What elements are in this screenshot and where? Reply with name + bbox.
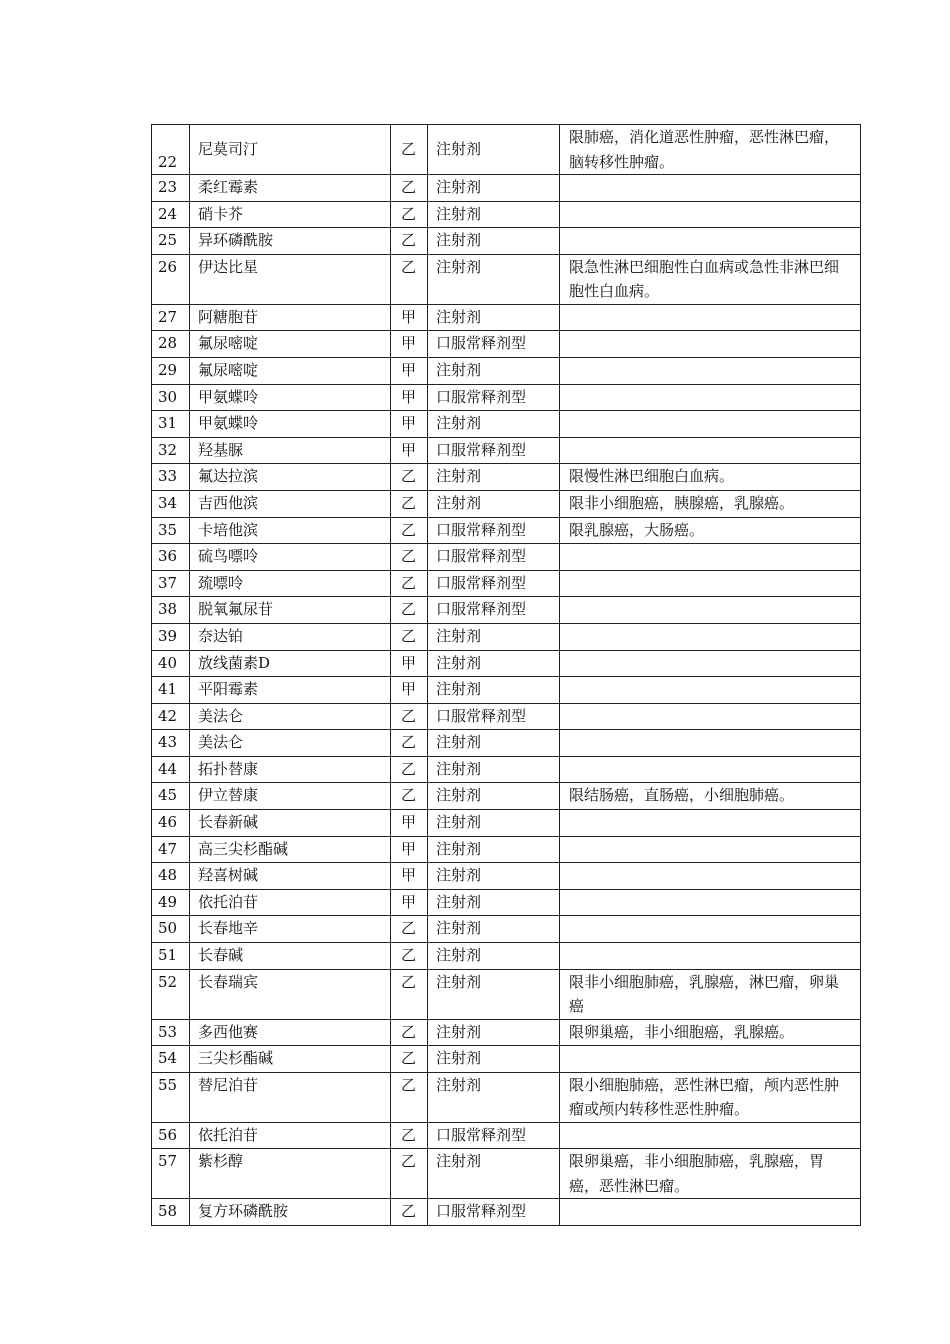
restriction-note [560,943,861,970]
row-number: 52 [152,969,190,1019]
drug-category: 乙 [391,175,428,202]
dosage-form: 口服常释剂型 [428,1122,560,1149]
drug-category: 乙 [391,756,428,783]
row-number: 50 [152,916,190,943]
drug-category: 乙 [391,969,428,1019]
row-number: 43 [152,730,190,757]
table-row [152,1046,861,1073]
table-row [152,490,861,517]
dosage-form: 注射剂 [428,228,560,255]
table-row [152,304,861,331]
drug-name: 氟尿嘧啶 [190,357,391,384]
row-number: 37 [152,570,190,597]
drug-category: 乙 [391,1122,428,1149]
dosage-form: 注射剂 [428,1046,560,1073]
dosage-form: 注射剂 [428,1019,560,1046]
dosage-form: 口服常释剂型 [428,331,560,358]
drug-category: 甲 [391,650,428,677]
drug-name: 羟基脲 [190,437,391,464]
restriction-note: 限乳腺癌，大肠癌。 [560,517,861,544]
restriction-note [560,597,861,624]
drug-category: 乙 [391,201,428,228]
dosage-form: 注射剂 [428,1149,560,1199]
restriction-note: 限小细胞肺癌，恶性淋巴瘤，颅内恶性肿瘤或颅内转移性恶性肿瘤。 [560,1072,861,1122]
drug-category: 乙 [391,703,428,730]
drug-name: 平阳霉素 [190,677,391,704]
drug-category: 甲 [391,437,428,464]
restriction-note [560,544,861,571]
drug-name: 美法仑 [190,730,391,757]
drug-name: 羟喜树碱 [190,863,391,890]
row-number: 33 [152,464,190,491]
dosage-form: 注射剂 [428,1072,560,1122]
row-number: 39 [152,623,190,650]
dosage-form: 注射剂 [428,623,560,650]
restriction-note: 限肺癌，消化道恶性肿瘤，恶性淋巴瘤，脑转移性肿瘤。 [560,125,861,175]
row-number: 56 [152,1122,190,1149]
drug-category: 甲 [391,677,428,704]
row-number: 28 [152,331,190,358]
dosage-form: 口服常释剂型 [428,570,560,597]
drug-category: 乙 [391,783,428,810]
dosage-form: 口服常释剂型 [428,703,560,730]
row-number: 48 [152,863,190,890]
table-row [152,125,861,175]
dosage-form: 注射剂 [428,125,560,175]
row-number: 32 [152,437,190,464]
drug-category: 乙 [391,517,428,544]
row-number: 36 [152,544,190,571]
restriction-note [560,384,861,411]
drug-name: 长春新碱 [190,810,391,837]
dosage-form: 口服常释剂型 [428,1199,560,1226]
row-number: 26 [152,254,190,304]
table-row [152,570,861,597]
drug-category: 乙 [391,544,428,571]
table-row [152,730,861,757]
drug-category: 乙 [391,916,428,943]
dosage-form: 口服常释剂型 [428,437,560,464]
row-number: 41 [152,677,190,704]
drug-name: 高三尖杉酯碱 [190,836,391,863]
dosage-form: 注射剂 [428,411,560,438]
drug-name: 复方环磷酰胺 [190,1199,391,1226]
drug-name: 尼莫司汀 [190,125,391,175]
table-row [152,437,861,464]
table-row [152,1019,861,1046]
table-row [152,411,861,438]
row-number: 34 [152,490,190,517]
drug-name: 替尼泊苷 [190,1072,391,1122]
drug-name: 甲氨蝶呤 [190,384,391,411]
drug-category: 甲 [391,357,428,384]
drug-name: 甲氨蝶呤 [190,411,391,438]
dosage-form: 注射剂 [428,863,560,890]
dosage-form: 注射剂 [428,254,560,304]
row-number: 35 [152,517,190,544]
drug-category: 乙 [391,623,428,650]
row-number: 23 [152,175,190,202]
row-number: 55 [152,1072,190,1122]
row-number: 42 [152,703,190,730]
dosage-form: 注射剂 [428,677,560,704]
table-row [152,228,861,255]
dosage-form: 口服常释剂型 [428,597,560,624]
table-row [152,783,861,810]
drug-category: 乙 [391,254,428,304]
drug-name: 卡培他滨 [190,517,391,544]
row-number: 54 [152,1046,190,1073]
drug-name: 三尖杉酯碱 [190,1046,391,1073]
row-number: 24 [152,201,190,228]
drug-category: 甲 [391,411,428,438]
drug-name: 阿糖胞苷 [190,304,391,331]
restriction-note [560,730,861,757]
table-row [152,175,861,202]
table-row [152,517,861,544]
restriction-note [560,570,861,597]
row-number: 57 [152,1149,190,1199]
dosage-form: 注射剂 [428,810,560,837]
drug-name: 拓扑替康 [190,756,391,783]
restriction-note [560,228,861,255]
drug-name: 长春地辛 [190,916,391,943]
drug-category: 乙 [391,943,428,970]
table-row [152,916,861,943]
drug-category: 乙 [391,1199,428,1226]
table-row [152,650,861,677]
drug-name: 紫杉醇 [190,1149,391,1199]
table-row [152,623,861,650]
table-row [152,1149,861,1199]
drug-name: 放线菌素D [190,650,391,677]
table-row [152,331,861,358]
drug-category: 乙 [391,125,428,175]
restriction-note [560,175,861,202]
drug-name: 氟尿嘧啶 [190,331,391,358]
drug-name: 巯嘌呤 [190,570,391,597]
drug-name: 硝卡芥 [190,201,391,228]
restriction-note: 限非小细胞肺癌，乳腺癌，淋巴瘤，卵巢癌 [560,969,861,1019]
row-number: 51 [152,943,190,970]
dosage-form: 注射剂 [428,889,560,916]
drug-name: 伊达比星 [190,254,391,304]
dosage-form: 注射剂 [428,969,560,1019]
drug-name: 吉西他滨 [190,490,391,517]
dosage-form: 注射剂 [428,943,560,970]
drug-category: 甲 [391,384,428,411]
dosage-form: 注射剂 [428,201,560,228]
drug-category: 乙 [391,730,428,757]
table-row [152,810,861,837]
dosage-form: 注射剂 [428,304,560,331]
row-number: 25 [152,228,190,255]
table-row [152,863,861,890]
drug-name: 异环磷酰胺 [190,228,391,255]
table-row [152,597,861,624]
restriction-note [560,623,861,650]
row-number: 46 [152,810,190,837]
restriction-note [560,756,861,783]
row-number: 40 [152,650,190,677]
drug-name: 长春碱 [190,943,391,970]
row-number: 22 [152,125,190,175]
restriction-note [560,863,861,890]
drug-category: 乙 [391,1019,428,1046]
row-number: 49 [152,889,190,916]
row-number: 58 [152,1199,190,1226]
drug-name: 依托泊苷 [190,1122,391,1149]
table-row [152,201,861,228]
dosage-form: 注射剂 [428,490,560,517]
drug-category: 乙 [391,1072,428,1122]
drug-name: 柔红霉素 [190,175,391,202]
restriction-note [560,810,861,837]
table-row [152,1072,861,1122]
drug-category: 甲 [391,863,428,890]
drug-name: 美法仑 [190,703,391,730]
row-number: 44 [152,756,190,783]
restriction-note [560,916,861,943]
drug-category: 乙 [391,597,428,624]
table-row [152,357,861,384]
drug-category: 甲 [391,836,428,863]
restriction-note [560,437,861,464]
dosage-form: 口服常释剂型 [428,384,560,411]
drug-name: 奈达铂 [190,623,391,650]
restriction-note [560,1122,861,1149]
table-row [152,703,861,730]
table-row [152,889,861,916]
table-row [152,677,861,704]
restriction-note [560,411,861,438]
restriction-note [560,357,861,384]
restriction-note [560,889,861,916]
dosage-form: 注射剂 [428,730,560,757]
drug-category: 乙 [391,1046,428,1073]
row-number: 27 [152,304,190,331]
restriction-note [560,677,861,704]
restriction-note: 限卵巢癌，非小细胞癌，乳腺癌。 [560,1019,861,1046]
restriction-note [560,650,861,677]
dosage-form: 注射剂 [428,650,560,677]
restriction-note: 限非小细胞癌，胰腺癌，乳腺癌。 [560,490,861,517]
drug-name: 氟达拉滨 [190,464,391,491]
table-row [152,464,861,491]
drug-name: 伊立替康 [190,783,391,810]
row-number: 29 [152,357,190,384]
dosage-form: 注射剂 [428,783,560,810]
row-number: 31 [152,411,190,438]
table-row [152,1199,861,1226]
drug-name: 长春瑞宾 [190,969,391,1019]
table-row [152,756,861,783]
dosage-form: 注射剂 [428,175,560,202]
drug-category: 甲 [391,810,428,837]
table-row [152,943,861,970]
drug-name: 脱氧氟尿苷 [190,597,391,624]
drug-category: 甲 [391,304,428,331]
table-row [152,836,861,863]
dosage-form: 注射剂 [428,836,560,863]
drug-category: 乙 [391,570,428,597]
drug-name: 依托泊苷 [190,889,391,916]
table-row [152,384,861,411]
restriction-note [560,304,861,331]
row-number: 30 [152,384,190,411]
dosage-form: 注射剂 [428,916,560,943]
drug-category: 乙 [391,464,428,491]
drug-category: 甲 [391,331,428,358]
row-number: 45 [152,783,190,810]
row-number: 53 [152,1019,190,1046]
restriction-note: 限急性淋巴细胞性白血病或急性非淋巴细胞性白血病。 [560,254,861,304]
dosage-form: 口服常释剂型 [428,544,560,571]
dosage-form: 注射剂 [428,357,560,384]
drug-category: 甲 [391,889,428,916]
restriction-note: 限慢性淋巴细胞白血病。 [560,464,861,491]
row-number: 38 [152,597,190,624]
table-body [152,125,861,1226]
table-row [152,544,861,571]
drug-category: 乙 [391,490,428,517]
dosage-form: 注射剂 [428,756,560,783]
table-row [152,1122,861,1149]
drug-name: 多西他赛 [190,1019,391,1046]
drug-category: 乙 [391,228,428,255]
restriction-note [560,703,861,730]
table-row [152,254,861,304]
dosage-form: 口服常释剂型 [428,517,560,544]
drug-list-table [151,124,861,1226]
restriction-note [560,1046,861,1073]
table-row [152,969,861,1019]
restriction-note [560,331,861,358]
drug-category: 乙 [391,1149,428,1199]
row-number: 47 [152,836,190,863]
restriction-note [560,201,861,228]
restriction-note [560,836,861,863]
drug-name: 硫鸟嘌呤 [190,544,391,571]
restriction-note [560,1199,861,1226]
restriction-note: 限卵巢癌，非小细胞肺癌，乳腺癌，胃癌，恶性淋巴瘤。 [560,1149,861,1199]
dosage-form: 注射剂 [428,464,560,491]
restriction-note: 限结肠癌，直肠癌，小细胞肺癌。 [560,783,861,810]
